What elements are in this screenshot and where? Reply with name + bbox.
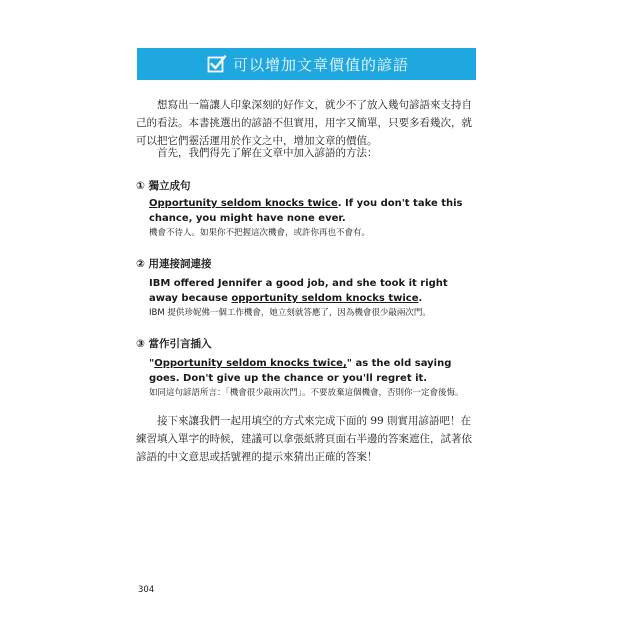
section-heading: ③ 當作引言插入	[136, 338, 212, 350]
proverb-underline: Opportunity seldom knocks twice,	[154, 358, 347, 369]
intro-paragraph-2: 首先，我們得先了解在文章中加入諺語的方法：	[157, 147, 378, 159]
proverb-underline: Opportunity seldom knocks twice	[149, 198, 338, 209]
section-heading: ① 獨立成句	[136, 180, 191, 192]
title-banner	[137, 48, 476, 80]
chinese-translation: 如同這句諺語所言：「機會很少敲兩次門」。不要放棄這個機會，否則你一定會後悔。	[149, 388, 464, 398]
intro-paragraph: 想寫出一篇讓人印象深刻的好作文，就少不了放入幾句諺語來支持自己的看法。本書挑選出的諺語不但實用，用字又簡單，只要多看幾次，就可以把它們靈活運用於作文之中，增加文章的價值。	[136, 99, 472, 147]
proverb-underline: opportunity seldom knocks twice	[231, 293, 419, 304]
english-example: Opportunity seldom knocks twice. If you don't take this chance, you might have none ever.	[149, 198, 463, 224]
section-heading: ② 用連接詞連接	[136, 258, 212, 270]
outro-paragraph: 接下來讓我們一起用填空的方式來完成下面的 99 則實用諺語吧！在練習填入單字的時候，建議可以拿張紙將頁面右半邊的答案遮住，試著依諺語的中文意思或括號裡的提示來猜出正確的答案！	[136, 415, 472, 463]
checkbox-icon	[207, 54, 227, 74]
page-number: 304	[138, 585, 155, 595]
english-example: "Opportunity seldom knocks twice," as the old saying goes. Don't give up the chance or you'll regret it.	[149, 358, 452, 384]
page-title: 可以增加文章價值的諺語	[233, 55, 410, 74]
chinese-translation: IBM 提供珍妮佛一個工作機會，她立刻就答應了，因為機會很少敲兩次門。	[149, 308, 431, 318]
chinese-translation: 機會不待人。如果你不把握這次機會，或許你再也不會有。	[149, 228, 371, 238]
english-example: IBM offered Jennifer a good job, and she took it right away because opportunity seldom knocks twice.	[149, 278, 448, 304]
